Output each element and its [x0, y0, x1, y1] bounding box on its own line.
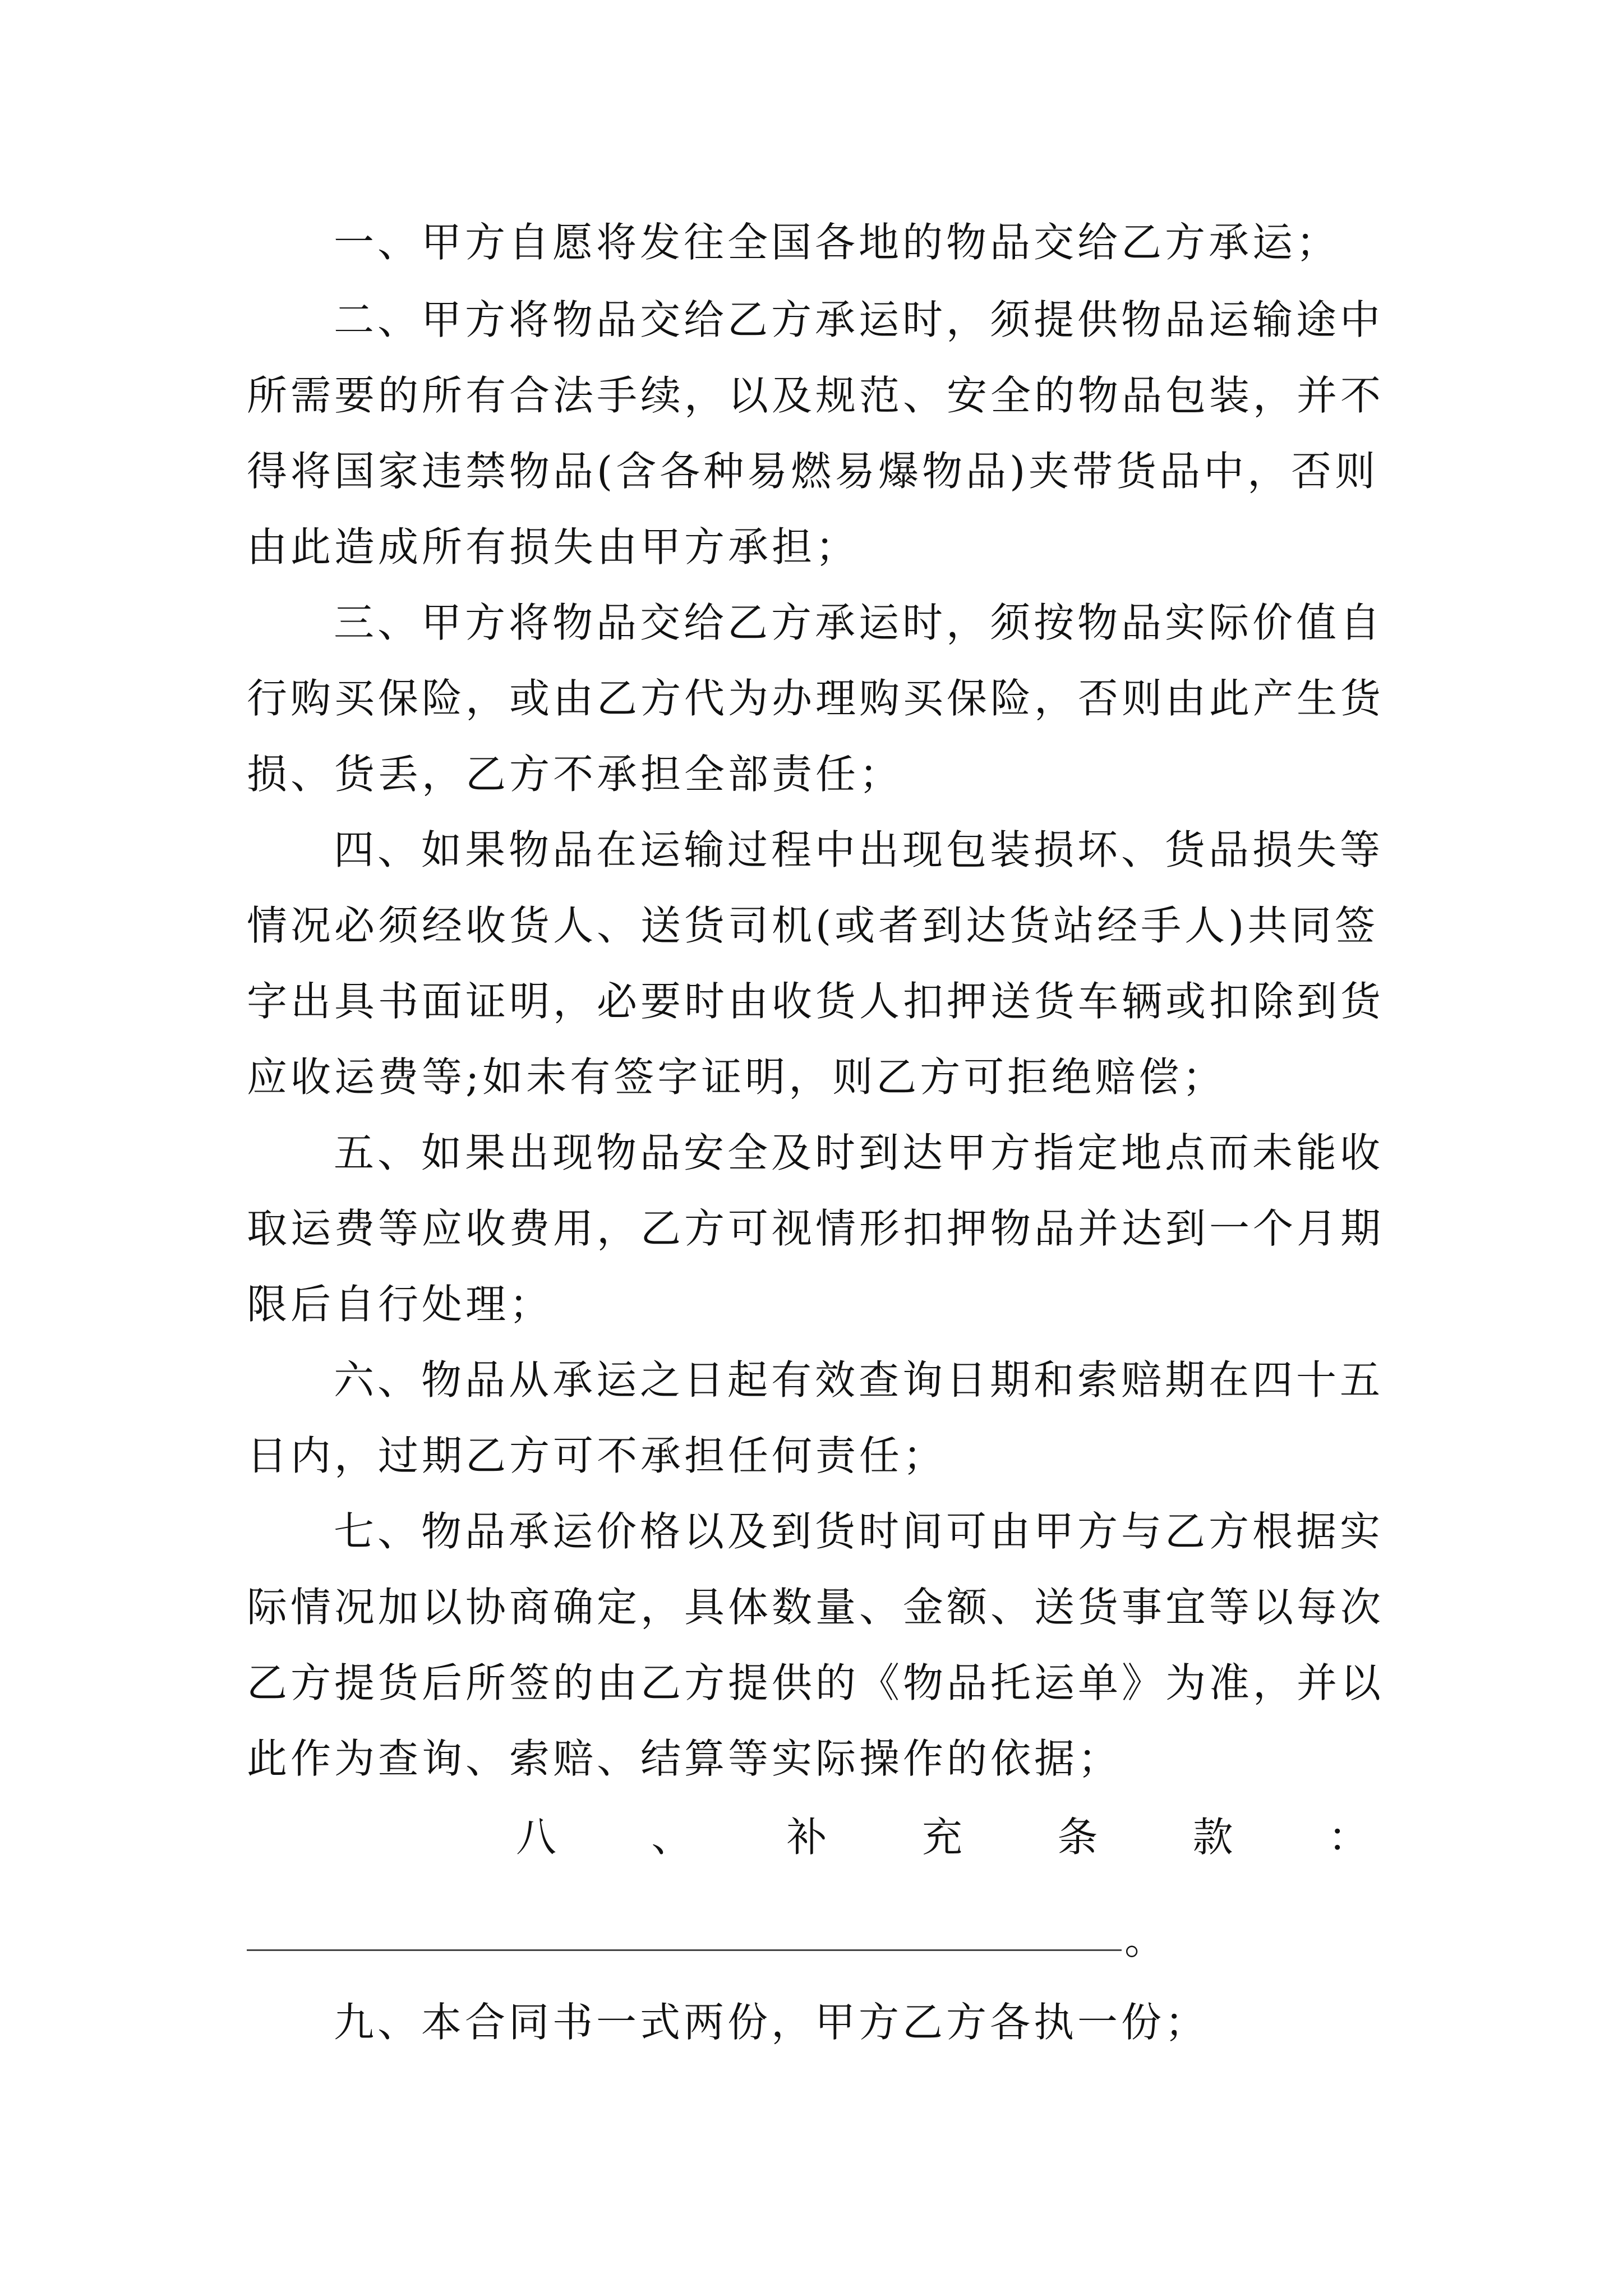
clause-2-line-3: 得将国家违禁物品(含各种易燃易爆物品)夹带货品中，否则 [247, 448, 1379, 495]
clause-5-line-3: 限后自行处理； [247, 1281, 554, 1328]
clause-7-line-1: 七、物品承运价格以及到货时间可由甲方与乙方根据实 [334, 1508, 1384, 1555]
clause-8-char: ： [1327, 1814, 1368, 1861]
fill-in-blank-line [247, 1949, 1122, 1951]
clause-2-line-1: 二、甲方将物品交给乙方承运时，须提供物品运输途中 [334, 296, 1384, 343]
clause-2-line-2: 所需要的所有合法手续，以及规范、安全的物品包装，并不 [247, 372, 1385, 419]
clause-8-char: 、 [651, 1814, 692, 1861]
clause-8-char: 款 [1192, 1814, 1233, 1861]
clause-7-line-2: 际情况加以协商确定，具体数量、金额、送货事宜等以每次 [247, 1584, 1385, 1631]
clause-1-line-1: 一、甲方自愿将发往全国各地的物品交给乙方承运； [334, 219, 1340, 266]
clause-6-line-1: 六、物品从承运之日起有效查询日期和索赔期在四十五 [334, 1356, 1384, 1404]
clause-4-line-4: 应收运费等;如未有签字证明，则乙方可拒绝赔偿； [247, 1053, 1227, 1101]
clause-9-line-1: 九、本合同书一式两份，甲方乙方各执一份； [334, 1999, 1209, 2046]
clause-7-line-3: 乙方提货后所签的由乙方提供的《物品托运单》为准，并以 [247, 1659, 1385, 1706]
clause-5-line-1: 五、如果出现物品安全及时到达甲方指定地点而未能收 [334, 1129, 1384, 1176]
clause-3-line-2: 行购买保险，或由乙方代为办理购买保险，否则由此产生货 [247, 675, 1385, 722]
clause-7-line-4: 此作为查询、索赔、结算等实际操作的依据； [247, 1735, 1122, 1782]
clause-4-line-1: 四、如果物品在运输过程中出现包装损坏、货品损失等 [334, 826, 1384, 873]
clause-4-line-2: 情况必须经收货人、送货司机(或者到达货站经手人)共同签 [247, 902, 1379, 949]
clause-4-line-3: 字出具书面证明，必要时由收货人扣押送货车辆或扣除到货 [247, 978, 1385, 1025]
clause-8-heading [516, 1809, 1368, 1865]
clause-2-line-4: 由此造成所有损失由甲方承担； [247, 523, 860, 570]
clause-8-char: 充 [921, 1814, 962, 1861]
clause-8-char: 八 [516, 1814, 557, 1861]
clause-3-line-3: 损、货丢，乙方不承担全部责任； [247, 751, 903, 798]
clause-8-char: 条 [1057, 1814, 1098, 1861]
clause-3-line-1: 三、甲方将物品交给乙方承运时，须按物品实际价值自 [334, 599, 1384, 646]
clause-8-char: 补 [786, 1814, 827, 1861]
clause-8-end-mark: 。 [1124, 1916, 1165, 1963]
clause-5-line-2: 取运费等应收费用，乙方可视情形扣押物品并达到一个月期 [247, 1205, 1385, 1252]
clause-6-line-2: 日内，过期乙方可不承担任何责任； [247, 1432, 947, 1479]
